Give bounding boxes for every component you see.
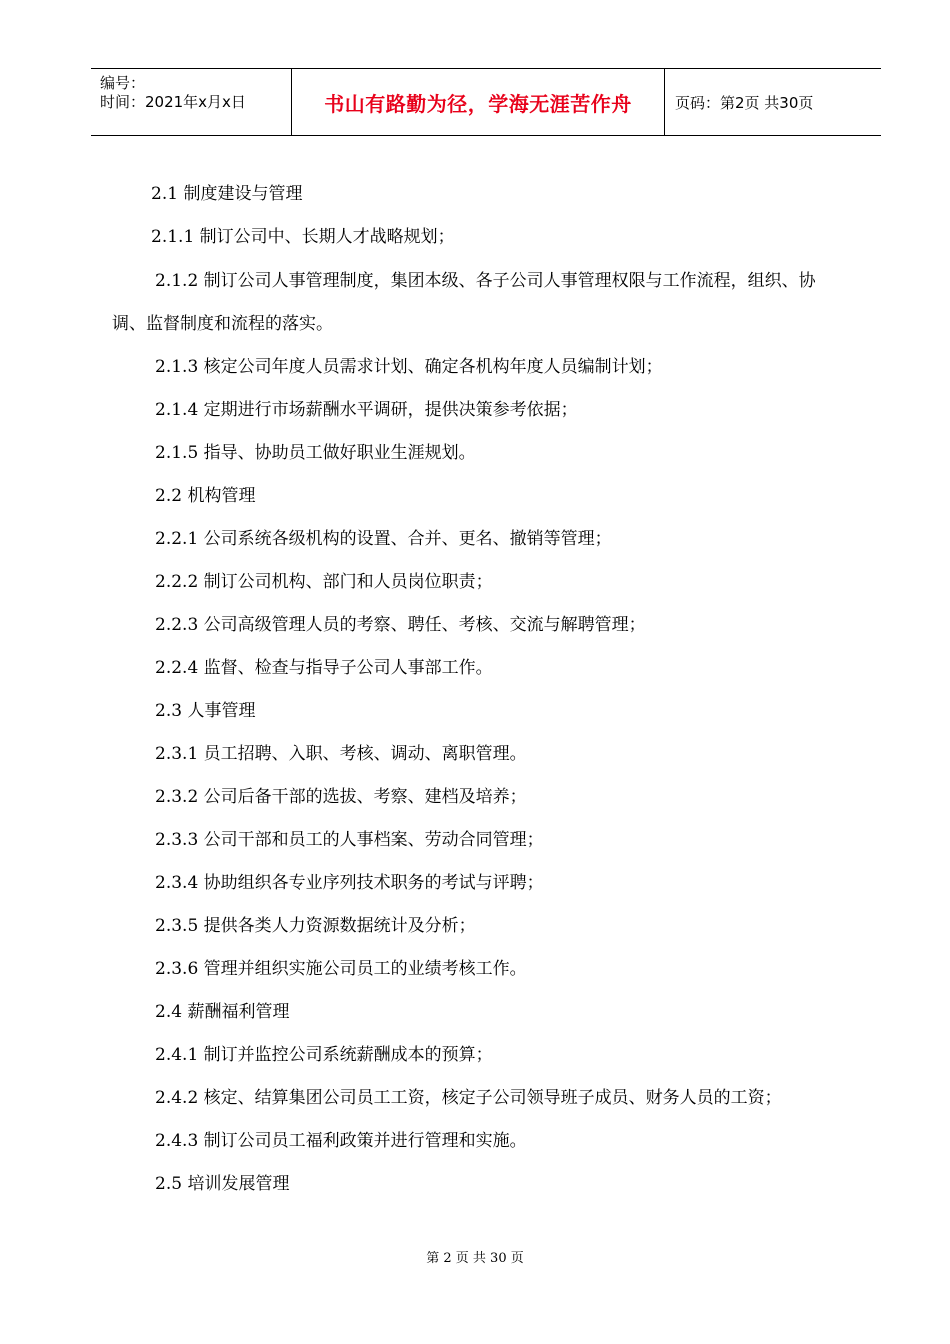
body-paragraph: 2.1.5 指导、协助员工做好职业生涯规划。 — [155, 443, 476, 463]
body-paragraph: 2.2.2 制订公司机构、部门和人员岗位职责； — [155, 572, 493, 592]
body-paragraph: 2.1.3 核定公司年度人员需求计划、确定各机构年度人员编制计划； — [155, 357, 663, 377]
page-footer — [0, 1247, 950, 1266]
footer-page-number: 第 2 页 共 30 页 — [426, 1251, 524, 1266]
header-motto-cell — [292, 69, 665, 135]
section-heading: 2.1 制度建设与管理 — [151, 184, 303, 204]
body-paragraph: 2.3.6 管理并组织实施公司员工的业绩考核工作。 — [155, 959, 527, 979]
header-meta-cell — [91, 69, 292, 135]
body-paragraph: 2.1.2 制订公司人事管理制度，集团本级、各子公司人事管理权限与工作流程，组织、协调、监督制度和流程的落实。 — [112, 271, 816, 334]
header-page-info: 页码：第2页 共30页 — [675, 93, 814, 112]
body-paragraph: 2.1.1 制订公司中、长期人才战略规划； — [151, 227, 455, 247]
section-heading: 2.4 薪酬福利管理 — [155, 1002, 290, 1022]
body-paragraph: 2.3.3 公司干部和员工的人事档案、劳动合同管理； — [155, 830, 544, 850]
body-paragraph: 2.4.1 制订并监控公司系统薪酬成本的预算； — [155, 1045, 493, 1065]
header-motto: 书山有路勤为径，学海无涯苦作舟 — [324, 91, 632, 116]
section-heading: 2.2 机构管理 — [155, 486, 256, 506]
body-paragraph: 2.2.4 监督、检查与指导子公司人事部工作。 — [155, 658, 493, 678]
body-paragraph: 2.4.2 核定、结算集团公司员工工资，核定子公司领导班子成员、财务人员的工资； — [155, 1088, 782, 1108]
document-time-label: 时间：2021年x月x日 — [100, 93, 246, 111]
document-number-label: 编号： — [100, 74, 146, 92]
body-paragraph: 2.3.2 公司后备干部的选拔、考察、建档及培养； — [155, 787, 527, 807]
body-paragraph: 2.3.5 提供各类人力资源数据统计及分析； — [155, 916, 476, 936]
body-paragraph: 2.4.3 制订公司员工福利政策并进行管理和实施。 — [155, 1131, 527, 1151]
section-heading: 2.3 人事管理 — [155, 701, 256, 721]
body-paragraph: 2.2.1 公司系统各级机构的设置、合并、更名、撤销等管理； — [155, 529, 612, 549]
section-heading: 2.5 培训发展管理 — [155, 1174, 290, 1194]
body-paragraph: 2.3.4 协助组织各专业序列技术职务的考试与评聘； — [155, 873, 544, 893]
body-paragraph: 2.3.1 员工招聘、入职、考核、调动、离职管理。 — [155, 744, 527, 764]
body-paragraph: 2.1.4 定期进行市场薪酬水平调研，提供决策参考依据； — [155, 400, 578, 420]
header-page-cell — [665, 69, 881, 135]
page-header — [91, 68, 881, 136]
body-paragraph: 2.2.3 公司高级管理人员的考察、聘任、考核、交流与解聘管理； — [155, 615, 646, 635]
